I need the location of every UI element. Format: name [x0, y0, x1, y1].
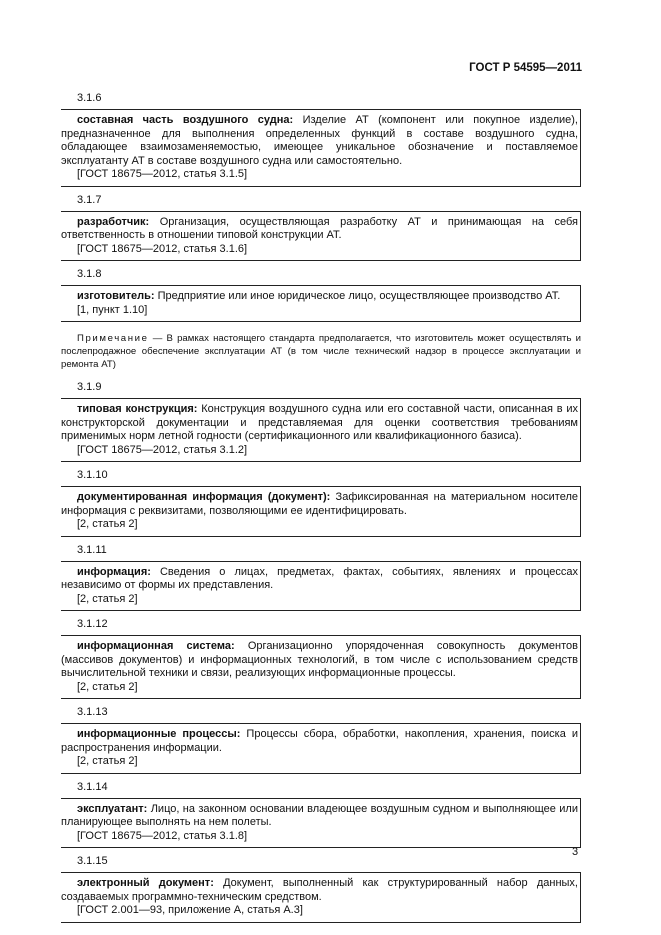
- term-number: 3.1.11: [77, 543, 107, 556]
- term-entry: [61, 706, 581, 774]
- term-number: 3.1.6: [77, 92, 102, 104]
- term-definition: Организационно упорядоченная совокупность документов (массивов документов) и информационных технологий, в том числе с использованием средств вычислительной техники и связи, реализующих информационные процессы.: [61, 640, 579, 679]
- term-definition: Документ, выполненный как структурированный набор данных, создаваемых программно-техническим средством.: [61, 877, 578, 903]
- term-source: [ГОСТ 18675—2012, статья 3.1.8]: [77, 829, 248, 842]
- term-entry: [61, 855, 581, 923]
- term-entry: [61, 469, 581, 537]
- term-name: информация:: [77, 565, 151, 578]
- term-number: 3.1.14: [77, 780, 108, 793]
- term-name: разработчик:: [77, 215, 150, 228]
- term-box: [61, 723, 581, 774]
- term-name: типовая конструкция:: [77, 403, 198, 415]
- term-source: [ГОСТ 18675—2012, статья 3.1.5]: [77, 168, 248, 180]
- term-box: [61, 635, 581, 699]
- term-definition: Предприятие или иное юридическое лицо, осуществляющее производство АТ.: [154, 290, 561, 302]
- term-number: 3.1.13: [77, 706, 108, 718]
- term-definition: Конструкция воздушного судна или его составной части, описанная в их конструкторской документации и представляемая для оценки соответствия требованиям применимых норм летной годности (сертификационного или квалификационного базиса).: [61, 403, 578, 442]
- term-definition: Процессы сбора, обработки, накопления, хранения, поиска и распространения информации.: [61, 728, 578, 754]
- terms-section: [61, 92, 581, 930]
- term-definition: Изделие АТ (компонент или покупное изделие), предназначенное для выполнения определенных функций в составе воздушного судна, обладающее взаимозаменяемостью, имеющее уникальное обозначение и поставляемое эксплуатанту АТ в составе воздушного судна или самостоятельно.: [61, 114, 578, 167]
- note-text: — В рамках настоящего стандарта предполагается, что изготовитель может осуществлять и послепродажное обеспечение эксплуатации АТ (в том числе технический надзор в процессе эксплуатации и ремонта АТ): [61, 333, 581, 370]
- term-entry: [61, 194, 581, 262]
- term-definition: Зафиксированная на материальном носителе информация с реквизитами, позволяющими ее идентифицировать.: [61, 491, 579, 517]
- term-definition: Сведения о лицах, предметах, фактах, событиях, явлениях и процессах независимо от формы их представления.: [61, 565, 578, 591]
- term-box: [61, 486, 581, 537]
- term-name: информационная система:: [77, 640, 235, 652]
- term-number: 3.1.15: [77, 855, 108, 867]
- term-name: эксплуатант:: [77, 802, 148, 815]
- term-name: изготовитель:: [77, 290, 155, 302]
- term-source: [2, статья 2]: [77, 680, 138, 693]
- term-source: [2, статья 2]: [77, 592, 138, 605]
- term-source: [2, статья 2]: [77, 755, 138, 767]
- term-entry: [61, 381, 581, 462]
- term-source: [ГОСТ 18675—2012, статья 3.1.6]: [77, 242, 248, 255]
- term-box: [61, 109, 581, 187]
- term-entry: [61, 544, 581, 612]
- term-box: [61, 211, 581, 262]
- term-name: документированная информация (документ):: [77, 491, 331, 503]
- term-name: электронный документ:: [77, 877, 214, 889]
- document-id: ГОСТ Р 54595—2011: [469, 62, 582, 74]
- term-box: [61, 285, 581, 322]
- term-name: составная часть воздушного судна:: [77, 114, 294, 126]
- term-box: [61, 872, 581, 923]
- term-source: [2, статья 2]: [77, 518, 138, 530]
- term-entry: [61, 781, 581, 849]
- term-definition: Лицо, на законном основании владеющее воздушным судном и выполняющее или планирующее выполнять на нем полеты.: [61, 802, 578, 828]
- term-source: [ГОСТ 2.001—93, приложение А, статья А.3]: [77, 904, 303, 916]
- term-definition: Организация, осуществляющая разработку АТ и принимающая на себя ответственность в отношении типовой конструкции АТ.: [61, 215, 578, 241]
- term-entry: [61, 268, 581, 322]
- term-source: [1, пункт 1.10]: [77, 303, 148, 316]
- term-number: 3.1.7: [77, 193, 102, 206]
- term-number: 3.1.8: [77, 268, 102, 280]
- term-name: информационные процессы:: [77, 728, 241, 740]
- term-box: [61, 561, 581, 612]
- page-number: 3: [572, 846, 579, 858]
- note-label: Примечание: [77, 333, 149, 344]
- term-number: 3.1.9: [77, 381, 102, 393]
- term-entry: [61, 618, 581, 699]
- term-source: [ГОСТ 18675—2012, статья 3.1.2]: [77, 443, 248, 456]
- term-entry: [61, 92, 581, 187]
- term-number: 3.1.12: [77, 618, 108, 630]
- term-number: 3.1.10: [77, 469, 108, 481]
- term-box: [61, 398, 581, 462]
- note: [61, 332, 581, 371]
- term-box: [61, 798, 581, 849]
